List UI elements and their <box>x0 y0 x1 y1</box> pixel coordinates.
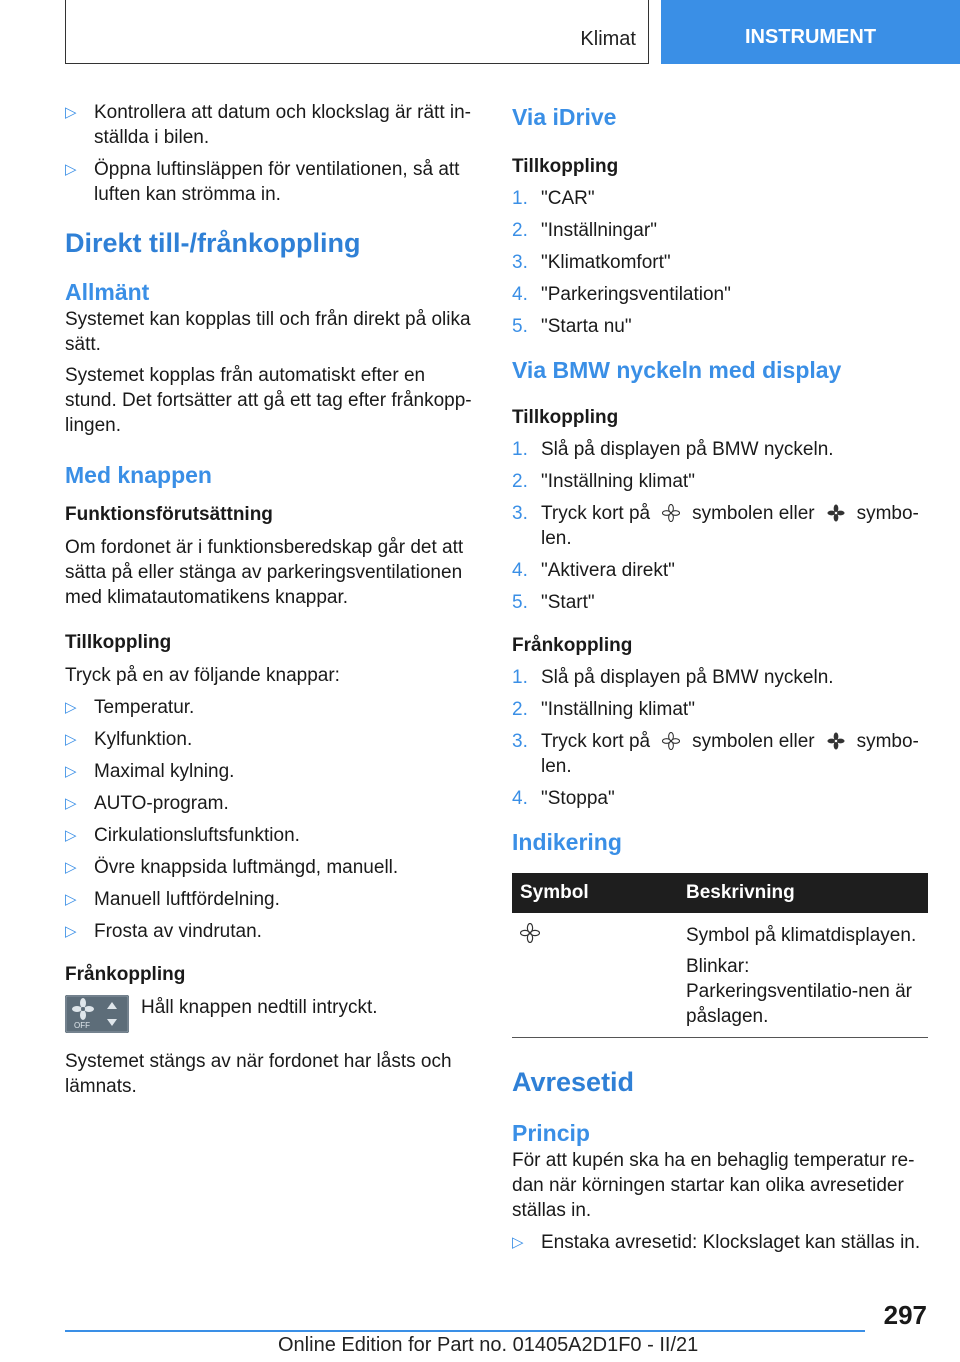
list-item: ▷ Cirkulationsluftsfunktion. <box>65 825 300 846</box>
list-item: 3. Tryck kort på symbolen eller symbo-len. <box>512 731 919 777</box>
table-cell-description: Symbol på klimatdisplayen. Blinkar: Parkeringsventilatio-nen är påslagen. <box>678 913 928 1038</box>
list-item: 5. "Starta nu" <box>512 316 632 337</box>
list-item: ▷ AUTO-program. <box>65 793 229 814</box>
fan-outline-icon <box>662 732 680 750</box>
list-item: ▷ Manuell luftfördelning. <box>65 889 280 910</box>
triangle-bullet-icon: ▷ <box>65 923 77 940</box>
paragraph: Om fordonet är i funktionsberedskap går det att sätta på eller stänga av parkeringsventilationen med klimatautomatikens knappar. <box>65 537 464 608</box>
fan-filled-icon <box>827 504 845 522</box>
triangle-bullet-icon: ▷ <box>65 161 77 178</box>
paragraph: För att kupén ska ha en behaglig temperatur re-dan när körningen startar kan olika avresetider ställas in. <box>512 1150 915 1221</box>
left-column <box>65 100 481 1099</box>
table-header-symbol: Symbol <box>512 873 678 913</box>
subsection-heading: Via iDrive <box>512 104 617 130</box>
sub-heading: Tillkoppling <box>512 156 619 177</box>
table-header-row <box>512 873 928 913</box>
list-item: ▷ Temperatur. <box>65 697 195 718</box>
footer-edition: Online Edition for Part no. 01405A2D1F0 - II/21 <box>278 1334 699 1356</box>
triangle-bullet-icon: ▷ <box>65 891 77 908</box>
paragraph: Håll knappen nedtill intryckt. <box>141 997 378 1018</box>
list-item: 3. Tryck kort på symbolen eller symbo-len. <box>512 503 919 549</box>
list-item: 3. "Klimatkomfort" <box>512 252 671 273</box>
section-title: Klimat <box>580 28 636 50</box>
paragraph: Systemet kan kopplas till och från direkt på olika sätt. <box>65 309 471 355</box>
key-off-steps <box>512 665 928 811</box>
triangle-bullet-icon: ▷ <box>65 731 77 748</box>
right-column <box>512 100 928 1262</box>
triangle-bullet-icon: ▷ <box>512 1234 524 1251</box>
table-cell-symbol <box>512 913 678 1038</box>
fan-filled-icon <box>827 732 845 750</box>
section-heading: Direkt till-/frånkoppling <box>65 228 361 258</box>
table-row <box>512 913 928 1038</box>
list-item: ▷ Övre knappsida luftmängd, manuell. <box>65 857 399 878</box>
header-box <box>65 0 649 64</box>
subsection-heading: Indikering <box>512 829 622 855</box>
list-item: 2. "Inställning klimat" <box>512 471 695 492</box>
list-item: ▷ Kylfunktion. <box>65 729 193 750</box>
sub-heading: Funktionsförutsättning <box>65 504 273 525</box>
list-item: ▷ Enstaka avresetid: Klockslaget kan ställas in. <box>512 1232 921 1253</box>
paragraph: Systemet stängs av när fordonet har låsts och lämnats. <box>65 1051 452 1097</box>
table-header-description: Beskrivning <box>678 873 928 913</box>
subsection-heading: Med knappen <box>65 462 212 488</box>
triangle-bullet-icon: ▷ <box>65 859 77 876</box>
list-item: 1. Slå på displayen på BMW nyckeln. <box>512 667 834 688</box>
list-item: 2. "Inställningar" <box>512 220 657 241</box>
chapter-tab-label: INSTRUMENT <box>744 25 877 48</box>
idrive-steps <box>512 186 928 339</box>
button-list <box>65 695 481 944</box>
list-item: 4. "Parkeringsventilation" <box>512 284 731 305</box>
list-item: ▷ Kontrollera att datum och klockslag är rätt in-ställda i bilen. <box>65 102 472 148</box>
triangle-bullet-icon: ▷ <box>65 763 77 780</box>
sub-heading: Tillkoppling <box>512 407 619 428</box>
sub-heading: Tillkoppling <box>65 632 172 653</box>
list-item: 1. Slå på displayen på BMW nyckeln. <box>512 439 834 460</box>
fan-outline-icon <box>662 504 680 522</box>
list-item: 2. "Inställning klimat" <box>512 699 695 720</box>
paragraph: Systemet kopplas från automatiskt efter en stund. Det fortsätter att gå ett tag efter frånkopp-lingen. <box>65 365 472 436</box>
fan-off-button-icon <box>65 995 129 1033</box>
list-item: ▷ Frosta av vindrutan. <box>65 921 262 942</box>
subsection-heading: Princip <box>512 1120 590 1146</box>
list-item: 5. "Start" <box>512 592 595 613</box>
sub-heading: Frånkoppling <box>512 635 633 656</box>
triangle-bullet-icon: ▷ <box>65 699 77 716</box>
triangle-bullet-icon: ▷ <box>65 795 77 812</box>
list-item: 4. "Stoppa" <box>512 788 615 809</box>
subsection-heading: Allmänt <box>65 279 150 305</box>
subsection-heading: Via BMW nyckeln med display <box>512 357 842 383</box>
fan-outline-icon <box>520 923 540 943</box>
footer-divider <box>65 1330 865 1332</box>
list-item: 1. "CAR" <box>512 188 595 209</box>
list-item: ▷ Öppna luftinsläppen för ventilationen, så att luften kan strömma in. <box>65 159 460 205</box>
section-heading: Avresetid <box>512 1067 635 1097</box>
sub-heading: Frånkoppling <box>65 964 186 985</box>
triangle-bullet-icon: ▷ <box>65 104 77 121</box>
intro-bullets <box>65 100 481 207</box>
button-row <box>65 995 481 1035</box>
key-on-steps <box>512 437 928 615</box>
chapter-tab[interactable] <box>661 0 960 64</box>
indication-table <box>512 873 928 1038</box>
list-item: ▷ Maximal kylning. <box>65 761 235 782</box>
triangle-bullet-icon: ▷ <box>65 827 77 844</box>
paragraph: Tryck på en av följande knappar: <box>65 665 340 686</box>
list-item: 4. "Aktivera direkt" <box>512 560 675 581</box>
page-number: 297 <box>883 1300 927 1330</box>
princip-bullets <box>512 1230 928 1255</box>
svg-text:OFF: OFF <box>74 1021 90 1030</box>
